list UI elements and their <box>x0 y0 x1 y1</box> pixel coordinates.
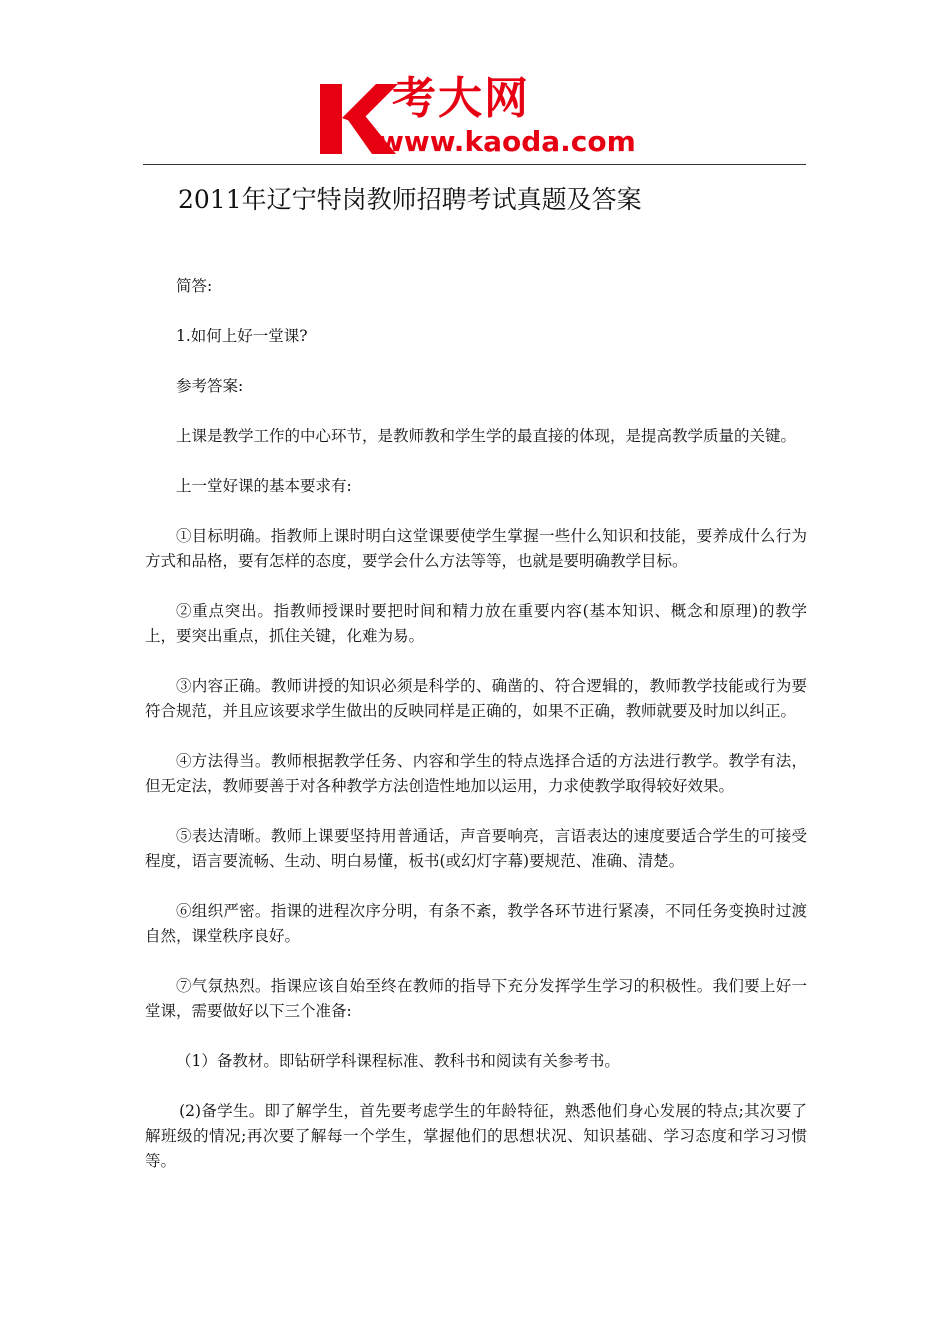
requirement-item: ⑥组织严密。指课的进程次序分明，有条不紊，教学各环节进行紧凑，不同任务变换时过渡自然，课堂秩序良好。 <box>145 902 807 945</box>
requirement-item: ⑤表达清晰。教师上课要坚持用普通话，声音要响亮，言语表达的速度要适合学生的可接受程度，语言要流畅、生动、明白易懂，板书(或幻灯字幕)要规范、准确、清楚。 <box>145 827 807 870</box>
requirement-item: ②重点突出。指教师授课时要把时间和精力放在重要内容(基本知识、概念和原理)的教学上，要突出重点，抓住关键，化难为易。 <box>145 602 807 645</box>
answer-label: 参考答案: <box>176 377 244 395</box>
header-divider <box>143 164 806 165</box>
kaoda-logo <box>318 73 640 160</box>
paragraph: 上一堂好课的基本要求有: <box>176 477 352 495</box>
preparation-item: (2)备学生。即了解学生，首先要考虑学生的年龄特征，熟悉他们身心发展的特点;其次要了解班级的情况;再次要了解每一个学生，掌握他们的思想状况、知识基础、学习态度和学习习惯等。 <box>145 1102 807 1170</box>
section-heading: 简答: <box>176 277 213 295</box>
requirement-item: ⑦气氛热烈。指课应该自始至终在教师的指导下充分发挥学生学习的积极性。我们要上好一堂课，需要做好以下三个准备: <box>145 977 807 1020</box>
paragraph: 上课是教学工作的中心环节，是教师教和学生学的最直接的体现，是提高教学质量的关键。 <box>176 427 797 445</box>
logo-url-text: www.kaoda.com <box>378 125 636 158</box>
document-title: 2011年辽宁特岗教师招聘考试真题及答案 <box>178 185 642 214</box>
question: 1.如何上好一堂课? <box>176 327 308 345</box>
logo-brand-text: 考大网 <box>392 73 530 124</box>
requirement-item: ③内容正确。教师讲授的知识必须是科学的、确凿的、符合逻辑的，教师教学技能或行为要符合规范，并且应该要求学生做出的反映同样是正确的，如果不正确，教师就要及时加以纠正。 <box>145 677 807 720</box>
requirement-item: ④方法得当。教师根据教学任务、内容和学生的特点选择合适的方法进行教学。教学有法，但无定法，教师要善于对各种教学方法创造性地加以运用，力求使教学取得较好效果。 <box>145 752 807 795</box>
document-body <box>145 274 807 1199</box>
requirement-item: ①目标明确。指教师上课时明白这堂课要使学生掌握一些什么知识和技能，要养成什么行为方式和品格，要有怎样的态度，要学会什么方法等等，也就是要明确教学目标。 <box>145 527 807 570</box>
preparation-item: （1）备教材。即钻研学科课程标准、教科书和阅读有关参考书。 <box>176 1052 620 1070</box>
